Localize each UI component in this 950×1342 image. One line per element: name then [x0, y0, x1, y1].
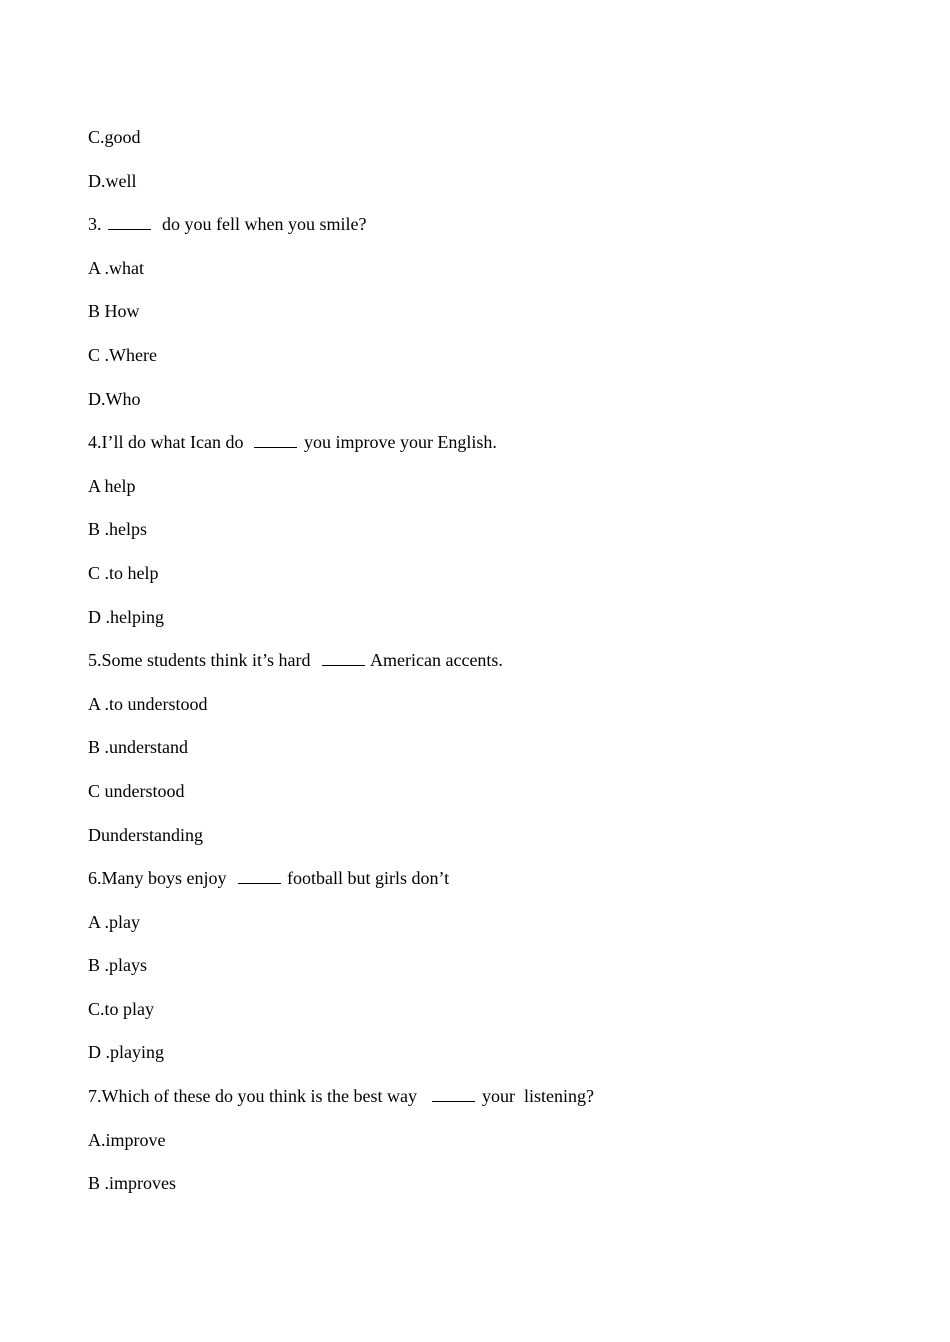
option-text: D.well [88, 170, 137, 191]
option-text: B .understand [88, 737, 188, 758]
option-text: A .to understood [88, 693, 208, 714]
option-text: B .plays [88, 955, 148, 976]
question-text-after: you improve your English. [299, 432, 497, 453]
option-text: Dunderstanding [88, 824, 203, 845]
option-text: C .Where [88, 344, 157, 365]
answer-blank [238, 868, 281, 884]
question-text-after: American accents. [366, 650, 503, 671]
option-text: D .playing [88, 1042, 164, 1063]
option-line [88, 909, 868, 953]
document-page [88, 124, 868, 1214]
question-line [88, 647, 868, 691]
option-text: B .improves [88, 1173, 176, 1194]
option-line [88, 734, 868, 778]
option-text: A .what [88, 257, 144, 278]
option-text: D .helping [88, 606, 164, 627]
option-line [88, 516, 868, 560]
option-text: A.improve [88, 1129, 166, 1150]
question-line [88, 865, 868, 909]
option-line [88, 560, 868, 604]
question-text-before: 4.I’ll do what Ican do [88, 432, 253, 453]
option-line [88, 604, 868, 648]
question-line [88, 1083, 868, 1127]
option-line [88, 298, 868, 342]
option-line [88, 255, 868, 299]
option-line [88, 952, 868, 996]
question-text-before: 3. [88, 214, 106, 235]
question-text-before: 6.Many boys enjoy [88, 868, 236, 889]
option-text: C understood [88, 780, 185, 801]
question-text-before: 5.Some students think it’s hard [88, 650, 320, 671]
answer-blank [322, 650, 365, 666]
option-text: A help [88, 475, 136, 496]
option-line [88, 473, 868, 517]
option-line [88, 1039, 868, 1083]
question-text-before: 7.Which of these do you think is the best way [88, 1086, 431, 1107]
option-line [88, 778, 868, 822]
answer-blank [254, 432, 297, 448]
answer-blank [432, 1086, 475, 1102]
option-text: C .to help [88, 562, 159, 583]
option-line [88, 822, 868, 866]
question-text-after: do you fell when you smile? [153, 214, 367, 235]
option-line [88, 386, 868, 430]
option-line [88, 1127, 868, 1171]
option-line [88, 691, 868, 735]
option-text: D.Who [88, 388, 141, 409]
question-text-after: your listening? [477, 1086, 594, 1107]
option-line [88, 342, 868, 386]
question-line [88, 211, 868, 255]
option-text: B How [88, 301, 140, 322]
option-text: B .helps [88, 519, 148, 540]
option-text: C.to play [88, 998, 154, 1019]
question-text-after: football but girls don’t [282, 868, 450, 889]
option-line [88, 996, 868, 1040]
option-text: C.good [88, 127, 141, 147]
option-line [88, 168, 868, 212]
answer-blank [108, 214, 151, 230]
option-line [88, 124, 868, 168]
question-line [88, 429, 868, 473]
option-line [88, 1170, 868, 1214]
option-text: A .play [88, 911, 140, 932]
